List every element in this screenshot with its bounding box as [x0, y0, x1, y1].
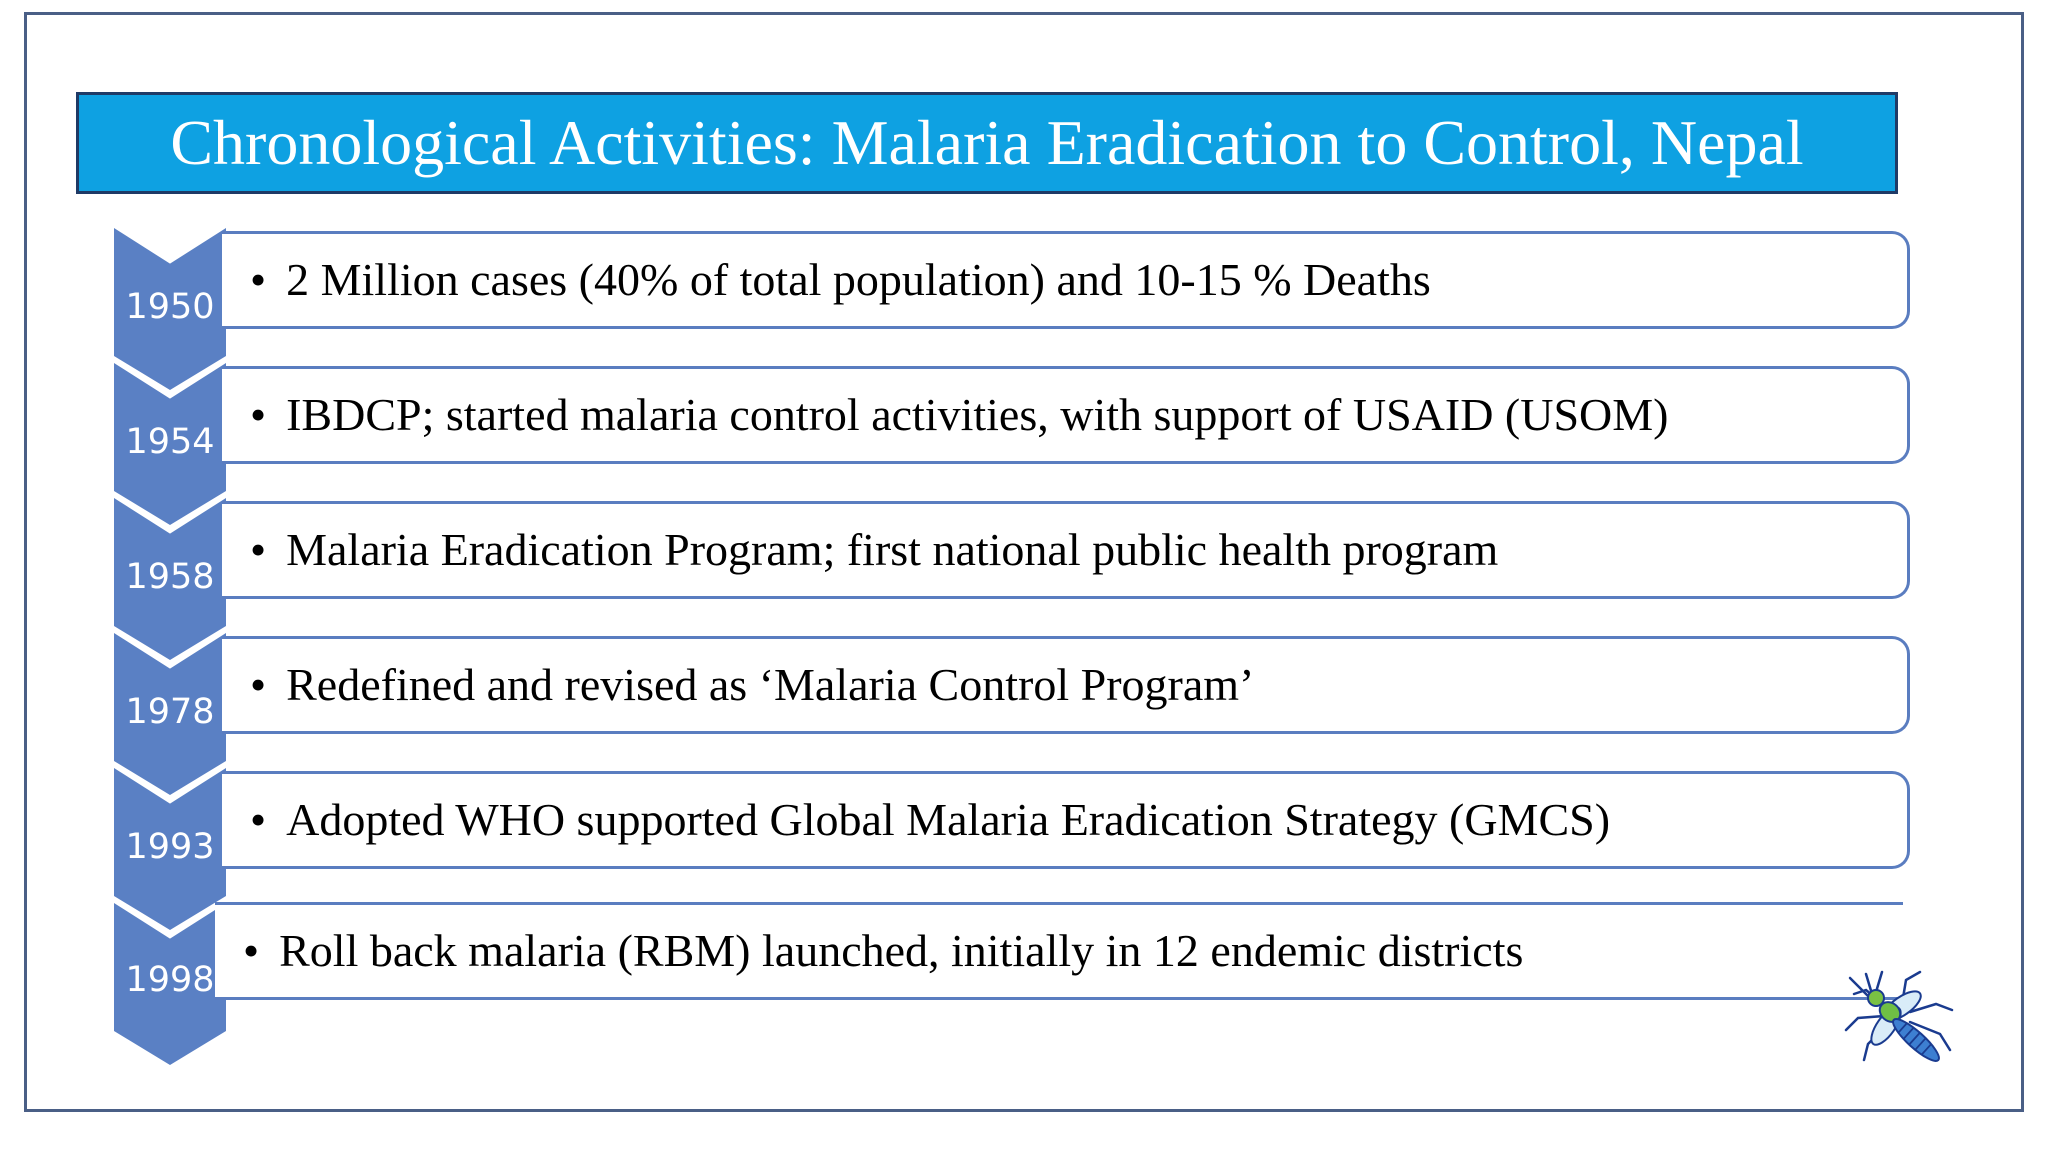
timeline-year-1993: 1993	[125, 827, 215, 867]
slide-title: Chronological Activities: Malaria Eradication to Control, Nepal	[170, 107, 1804, 178]
timeline-item-1958	[222, 501, 1910, 599]
timeline-item-text: IBDCP; started malaria control activities, with support of USAID (USOM)	[286, 389, 1669, 440]
timeline-item-1993	[222, 771, 1910, 869]
timeline-item-text: Adopted WHO supported Global Malaria Eradication Strategy (GMCS)	[286, 794, 1611, 845]
timeline-year-1958: 1958	[125, 557, 215, 597]
bullet-icon: •	[250, 794, 267, 845]
bullet-icon: •	[250, 524, 267, 575]
timeline-year-1950: 1950	[125, 287, 215, 327]
timeline-item-1978	[222, 636, 1910, 734]
timeline-item-1954	[222, 366, 1910, 464]
timeline-item-1998	[215, 902, 1903, 1000]
timeline-item-1950	[222, 231, 1910, 329]
bullet-icon: •	[250, 389, 267, 440]
bullet-icon: •	[243, 925, 260, 976]
timeline-item-text: 2 Million cases (40% of total population) and 10-15 % Deaths	[286, 254, 1431, 305]
timeline-year-1954: 1954	[125, 422, 215, 462]
timeline-item-text: Malaria Eradication Program; first national public health program	[286, 524, 1499, 575]
title-banner	[76, 92, 1898, 194]
timeline-year-1978: 1978	[125, 692, 215, 732]
bullet-icon: •	[250, 254, 267, 305]
mosquito-icon	[1836, 960, 1966, 1090]
timeline-year-1998: 1998	[125, 960, 215, 1000]
timeline-item-text: Redefined and revised as ‘Malaria Control Program’	[286, 659, 1255, 710]
bullet-icon: •	[250, 659, 267, 710]
timeline-item-text: Roll back malaria (RBM) launched, initially in 12 endemic districts	[279, 925, 1524, 976]
